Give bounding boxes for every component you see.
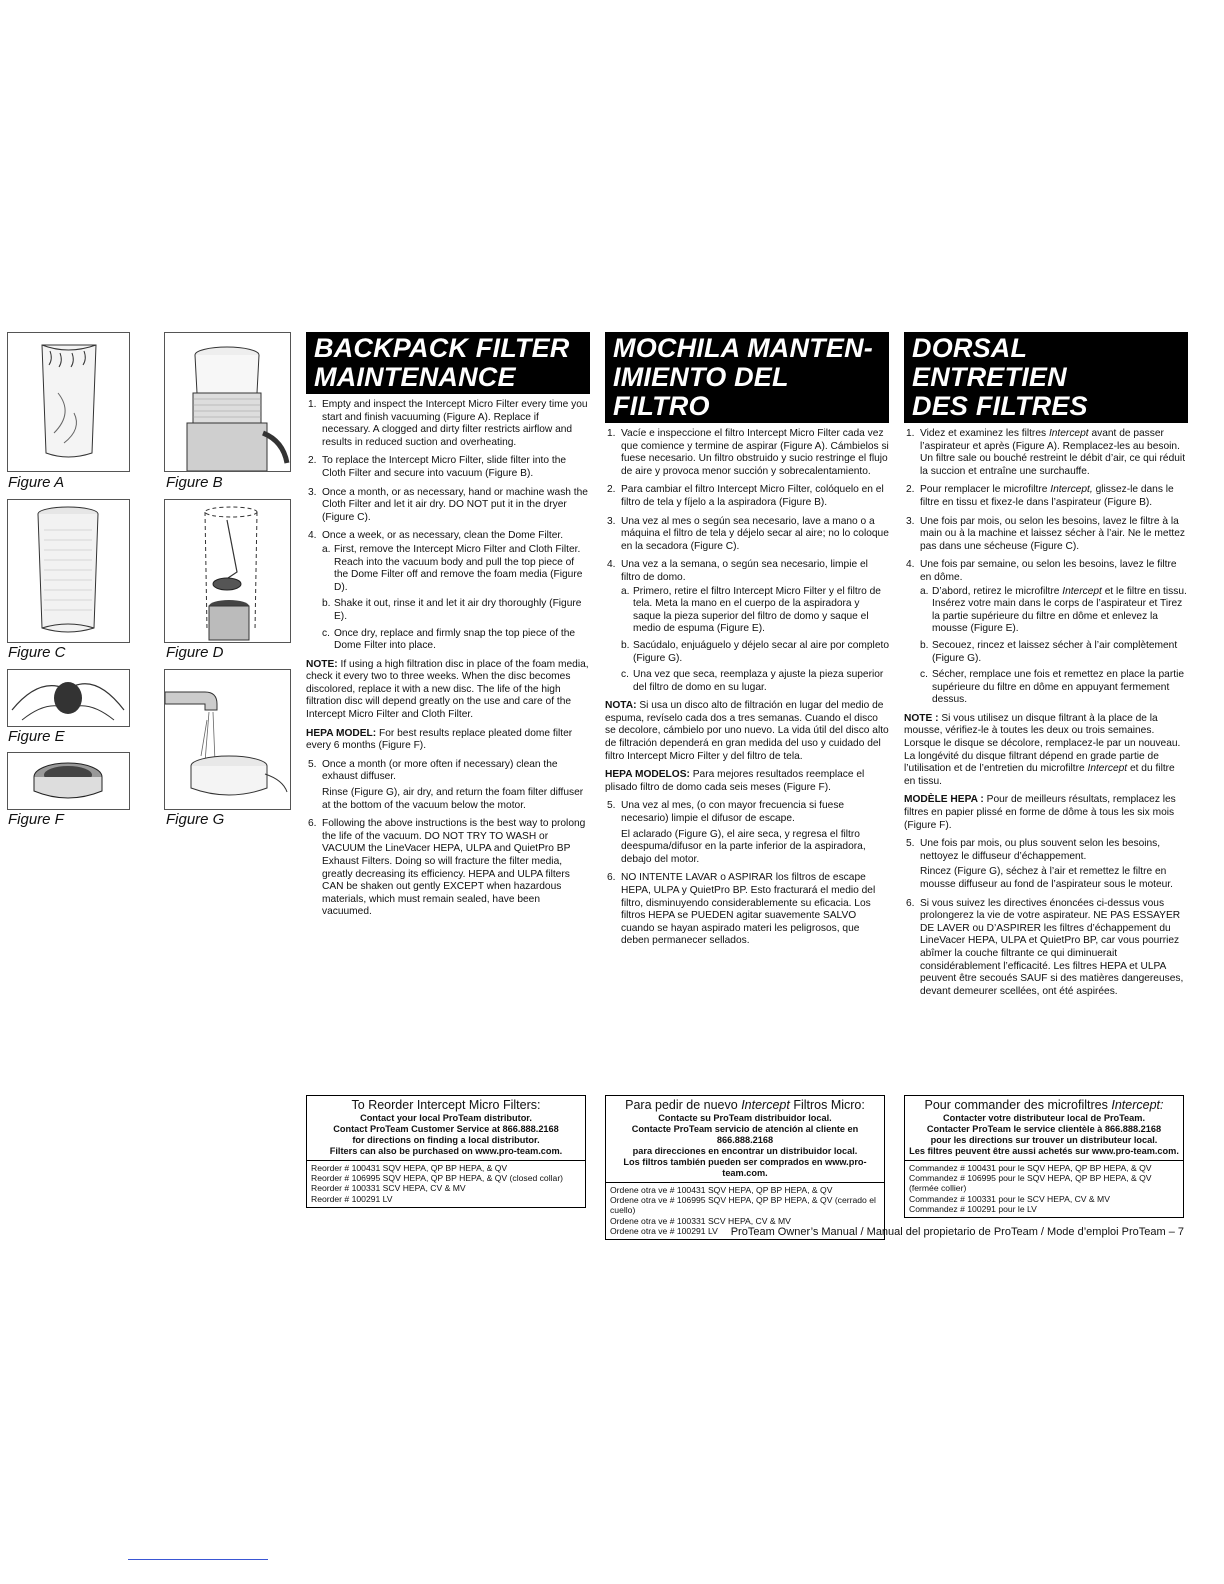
sub-letter: a. xyxy=(322,543,331,555)
french-title-line1: DORSAL ENTRETIEN xyxy=(912,333,1067,392)
spanish-title-line1: MOCHILA MANTEN- xyxy=(613,333,873,363)
figure-a-image xyxy=(7,332,130,472)
sub-text: et le filtre en tissu. Insérez votre main dans le corps de l’aspirateur et Tirez la partie supérieure du filtre en dôme et enlevez la mousse (Figure E). xyxy=(932,585,1187,635)
reorder-header xyxy=(606,1096,884,1183)
sub-letter: b. xyxy=(621,639,630,651)
reorder-title: To Reorder Intercept Micro Filters: xyxy=(351,1098,541,1112)
english-note xyxy=(306,659,590,722)
note-label: NOTE: xyxy=(306,658,338,670)
hepa-text: For best results replace pleated dome filter every 6 months (Figure F). xyxy=(306,727,573,752)
french-title xyxy=(904,332,1188,423)
figure-f-caption: Figure F xyxy=(8,811,64,828)
spanish-step-4b xyxy=(621,640,889,665)
step-text: Una vez al mes o según sea necesario, lave a mano o a máquina el filtro de tela y déjelo secar al aire; no lo coloque en la secadora (Figure C). xyxy=(621,515,889,552)
sub-text: Sacúdalo, enjuáguelo y déjelo secar al aire por completo (Figure G). xyxy=(633,639,889,664)
sub-letter: a. xyxy=(621,585,630,597)
reorder-box-french xyxy=(904,1095,1184,1218)
figure-c-caption: Figure C xyxy=(8,644,66,661)
reorder-list xyxy=(905,1161,1183,1217)
english-step-4a xyxy=(322,544,590,594)
step-text: Une fois par mois, ou plus souvent selon les besoins, nettoyez le diffuseur d’échappement. xyxy=(920,838,1161,862)
step-text: Once a week, or as necessary, clean the Dome Filter. xyxy=(322,530,564,542)
spanish-step-1 xyxy=(605,428,889,478)
step-number: 2. xyxy=(607,484,616,496)
reorder-row: Reorder # 100431 SQV HEPA, QP BP HEPA, & QV xyxy=(311,1163,508,1173)
sub-letter: c. xyxy=(621,669,629,681)
reorder-box-spanish xyxy=(605,1095,885,1240)
reorder-line: Los filtros también pueden ser comprados en www.pro-team.com. xyxy=(623,1157,867,1178)
reorder-box-english xyxy=(306,1095,586,1208)
reorder-line: Contacter ProTeam le service clientèle à 866.888.2168 xyxy=(926,1124,1162,1134)
reorder-row: Commandez # 100331 pour le SCV HEPA, CV & MV xyxy=(909,1193,1110,1204)
reorder-line: Contacter votre distributeur local de ProTeam. xyxy=(943,1113,1145,1123)
hepa-label: HEPA MODEL: xyxy=(306,727,377,739)
english-body xyxy=(306,399,590,919)
spanish-column xyxy=(605,332,889,954)
reorder-row: Ordene otra ve # 100291 LV xyxy=(610,1225,718,1236)
brand-italic: Intercept xyxy=(1087,763,1128,775)
step-text: NO INTENTE LAVAR o ASPIRAR los filtros de escape HEPA, ULPA y QuietPro BP. Esto fracturará el medio del filtro, disminuyendo considerablemente su eficacia. Los filtros HEPA se PUEDEN agitar suavemente SALVO cuando se hayan aspirado materi les peligrosos, que deben permanecer sellados. xyxy=(621,872,876,947)
step-text: Si vous suivez les directives énoncées ci-dessus vous prolongerez la vie de votre aspirateur. NE PAS ESSAYER DE LAVER ou D’ASPIRER les filtres d’échappement du LineVacer HEPA, ULPA et QuietPro BP, car vous pourriez abîmer la couche filtrante ce qui diminuerait considérablement l’efficacité. Les filtres HEPA et ULPA peuvent être secoués SAUF si des matières dangereuses, devant demeurer scellées, ont été aspirées. xyxy=(920,897,1184,997)
step-text: Following the above instructions is the best way to prolong the life of the vacuum. DO NOT TRY TO WASH or VACUUM the LineVacer HEPA, ULPA and QuietPro BP Exhaust Filters. Doing so will fracture the filter media, greatly decreasing its efficiency. HEPA and ULPA filters CAN be shaken out gently EXCEPT when hazardous materials, which must remain sealed, have been vacuumed. xyxy=(322,818,586,918)
hepa-text: Pour de meilleurs résultats, remplacez les filtres en papier plissé en forme de dôme à tous les six mois (Figure F). xyxy=(904,794,1176,831)
reorder-header xyxy=(905,1096,1183,1161)
page-footer xyxy=(731,1226,1184,1238)
english-column xyxy=(306,332,590,925)
english-step-4c xyxy=(322,628,590,653)
figure-d-image xyxy=(164,499,291,643)
spanish-note xyxy=(605,700,889,763)
hepa-label: HEPA MODELOS: xyxy=(605,769,690,781)
english-step-5 xyxy=(306,759,590,812)
reorder-line: Contact ProTeam Customer Service at 866.888.2168 xyxy=(333,1124,559,1134)
spanish-step-5-detail: El aclarado (Figure G), el aire seca, y regresa el filtro deespuma/difusor en la parte inferior de la aspiradora, debajo del motor. xyxy=(621,828,866,865)
spanish-body xyxy=(605,428,889,948)
brand-italic: Intercept: xyxy=(1111,1098,1164,1112)
english-step-4b xyxy=(322,598,590,623)
french-step-4c xyxy=(920,669,1188,707)
brand-italic: Intercept xyxy=(1048,428,1089,439)
spanish-step-4 xyxy=(605,559,889,694)
step-text: Once a month, or as necessary, hand or machine wash the Cloth Filter and let it air dry. DO NOT put it in the dryer (Figure C). xyxy=(322,486,588,523)
french-step-4a xyxy=(920,586,1188,636)
note-text: Si vous utilisez un disque filtrant à la place de la mousse, vérifiez-le à toutes les deux ou trois semaines. Lorsque le disque se décolore, remplacez-le par un nouveau. La longévité du disque filtrant dépend en grade partie de l’utilisation et de l’entretien du microfiltre xyxy=(904,712,1181,775)
sub-letter: c. xyxy=(920,669,928,681)
sub-letter: c. xyxy=(322,627,330,639)
step-text: Una vez a la semana, o según sea necesario, limpie el filtro de domo. xyxy=(621,559,868,583)
reorder-line: pour les directions sur trouver un distributeur local. xyxy=(930,1135,1158,1145)
reorder-line: Contacte ProTeam servicio de atención al cliente en 866.888.2168 xyxy=(631,1124,859,1145)
figure-e-caption: Figure E xyxy=(8,728,65,745)
figure-f-image xyxy=(7,752,130,810)
reorder-line: for directions on finding a local distributor. xyxy=(352,1135,540,1145)
figure-b-caption: Figure B xyxy=(166,474,223,491)
note-label: NOTE : xyxy=(904,712,939,724)
note-text: Si usa un disco alto de filtración en lugar del medio de espuma, revíselo cada dos a tres semanas. Cuando el disco se decolore, cámbielo por uno nuevo. La vida útil del disco alto de filtración dependerá en gran medida del uso y cuidado del filtro Intercept Micro Filter y del filtro de tela. xyxy=(605,700,889,762)
reorder-row: Reorder # 106995 SQV HEPA, QP BP HEPA, & QV (closed collar) xyxy=(311,1173,564,1184)
note-label: NOTA: xyxy=(605,700,637,712)
step-text: Vacíe e inspeccione el filtro Intercept Micro Filter cada vez que comience y termine de aspirar (Figure A). Cámbielos si fuese necesario. Un filtro obstruido y sucio restringe el flujo de aire y provoca menor succión y sobrecalentamiento. xyxy=(621,428,889,477)
reorder-title-text: Para pedir de nuevo xyxy=(625,1098,738,1112)
brand-italic: Intercept, xyxy=(1050,484,1093,496)
english-step-5-detail: Rinse (Figure G), air dry, and return the foam filter diffuser at the bottom of the vacuum below the motor. xyxy=(322,787,584,811)
english-hepa-note xyxy=(306,728,590,753)
reorder-line: Contacte su ProTeam distribuidor local. xyxy=(658,1113,832,1123)
step-number: 3. xyxy=(308,486,317,498)
english-step-6 xyxy=(306,818,590,919)
reorder-line: Filters can also be purchased on www.pro-team.com. xyxy=(329,1146,563,1156)
brand-italic: Intercept xyxy=(741,1098,790,1112)
note-text: et du filtre en tissu. xyxy=(904,763,1175,787)
step-number: 2. xyxy=(308,455,317,467)
english-title xyxy=(306,332,590,394)
sub-text: Secouez, rincez et laissez sécher à l’air complètement (Figure G). xyxy=(932,639,1178,664)
hepa-text: Para mejores resultados reemplace el plisado filtro de domo cada seis meses (Figure F). xyxy=(605,769,865,793)
english-step-3 xyxy=(306,487,590,525)
figure-d-caption: Figure D xyxy=(166,644,224,661)
sub-letter: b. xyxy=(322,598,331,610)
step-number: 1. xyxy=(607,428,616,439)
step-number: 6. xyxy=(906,897,915,909)
spanish-step-6 xyxy=(605,872,889,948)
french-step-3 xyxy=(904,516,1188,554)
step-number: 6. xyxy=(607,872,616,884)
sub-letter: b. xyxy=(920,639,929,651)
french-step-5 xyxy=(904,838,1188,891)
french-step-5-detail: Rincez (Figure G), séchez à l’air et remettez le filtre en mousse diffuseur au fond de l’aspirateur sous le moteur. xyxy=(920,866,1173,890)
step-text: Une fois par mois, ou selon les besoins, lavez le filtre à la main ou à la machine et laissez sécher à l’air. Ne le mettez pas dans une sécheuse (Figure C). xyxy=(920,515,1185,552)
french-step-2 xyxy=(904,484,1188,509)
spanish-step-4c xyxy=(621,669,889,694)
reorder-row: Reorder # 100331 SCV HEPA, CV & MV xyxy=(311,1183,466,1194)
step-number: 4. xyxy=(308,530,317,542)
reorder-title xyxy=(610,1098,880,1113)
french-body xyxy=(904,428,1188,998)
sub-text: First, remove the Intercept Micro Filter and Cloth Filter. Reach into the vacuum body and pull the top piece of the Dome Filter off and remove the foam media (Figure D). xyxy=(334,543,583,593)
reorder-line: para direcciones en encontrar un distribuidor local. xyxy=(632,1146,858,1156)
footer-translations: / Manual del propietario de ProTeam / Mode d’emploi ProTeam – 7 xyxy=(857,1226,1184,1238)
english-title-line2: MAINTENANCE xyxy=(314,362,516,392)
french-step-1 xyxy=(904,428,1188,478)
reorder-title xyxy=(909,1098,1179,1113)
hepa-label: MODÈLE HEPA : xyxy=(904,794,984,806)
step-text: To replace the Intercept Micro Filter, slide filter into the Cloth Filter and secure into vacuum (Figure B). xyxy=(322,455,567,479)
english-title-line1: BACKPACK FILTER xyxy=(314,333,570,363)
spanish-step-5 xyxy=(605,800,889,866)
step-number: 2. xyxy=(906,484,915,496)
spanish-step-3 xyxy=(605,516,889,554)
spanish-title xyxy=(605,332,889,423)
english-step-4 xyxy=(306,530,590,652)
step-number: 1. xyxy=(308,399,317,410)
reorder-row: Reorder # 100291 LV xyxy=(311,1193,393,1204)
reorder-row: Ordene otra ve # 106995 SQV HEPA, QP BP HEPA, & QV (cerrado el cuello) xyxy=(610,1195,876,1216)
english-step-2 xyxy=(306,455,590,480)
brand-italic: Intercept xyxy=(1062,585,1102,597)
step-text: Una vez al mes, (o con mayor frecuencia si fuese necesario) limpie el difusor de escape. xyxy=(621,800,845,825)
figure-e-image xyxy=(7,669,130,727)
step-number: 4. xyxy=(607,559,616,571)
spanish-step-2 xyxy=(605,484,889,509)
step-number: 5. xyxy=(308,758,317,770)
step-number: 5. xyxy=(607,800,616,812)
figure-g-caption: Figure G xyxy=(166,811,225,828)
french-column xyxy=(904,332,1188,1004)
step-number: 6. xyxy=(308,818,317,830)
spanish-step-4a xyxy=(621,586,889,636)
sub-text: Una vez que seca, reemplaza y ajuste la pieza superior del filtro de domo en su lugar. xyxy=(633,669,884,693)
reorder-list xyxy=(307,1161,585,1207)
sub-text: D’abord, retirez le microfiltre xyxy=(932,585,1060,597)
reorder-row: Ordene otra ve # 100331 SCV HEPA, CV & MV xyxy=(610,1215,791,1226)
step-number: 3. xyxy=(906,515,915,527)
link-underline[interactable] xyxy=(128,1559,268,1560)
step-text: Une fois par semaine, ou selon les besoins, lavez le filtre en dôme. xyxy=(920,559,1177,583)
figure-g-image xyxy=(164,669,291,810)
reorder-row: Commandez # 106995 pour le SQV HEPA, QP BP HEPA, & QV (fermée collier) xyxy=(909,1173,1152,1194)
spanish-hepa-note xyxy=(605,769,889,794)
step-text: Para cambiar el filtro Intercept Micro Filter, colóquelo en el filtro de tela y fíjelo a la aspiradora (Figure B). xyxy=(621,484,884,508)
sub-letter: a. xyxy=(920,585,929,597)
french-step-4 xyxy=(904,559,1188,707)
step-text: avant de passer l’aspirateur et après (Figure A). Remplacez-les au besoin. Un filtre sale ou bouché restreint le débit d’air, ce qui réduit la succion et entraîne une surchauffe. xyxy=(920,428,1186,477)
sub-text: Shake it out, rinse it and let it air dry thoroughly (Figure E). xyxy=(334,598,582,622)
footer-manual-title: ProTeam Owner’s Manual xyxy=(730,1226,858,1238)
step-number: 4. xyxy=(906,559,915,571)
step-text: Pour remplacer le microfiltre xyxy=(920,484,1048,496)
figure-a-caption: Figure A xyxy=(8,474,65,491)
step-text: Videz et examinez les filtres xyxy=(920,428,1047,439)
reorder-title-text: Filtros Micro: xyxy=(793,1098,865,1112)
french-step-6 xyxy=(904,898,1188,999)
step-text: Once a month (or more often if necessary) clean the exhaust diffuser. xyxy=(322,758,558,783)
step-number: 1. xyxy=(906,428,915,439)
reorder-header xyxy=(307,1096,585,1161)
sub-text: Sécher, remplace une fois et remettez en place la partie supérieure du filtre en dôme en appuyant fermement dessus. xyxy=(932,669,1184,706)
spanish-title-line2: IMIENTO DEL FILTRO xyxy=(613,362,789,421)
reorder-line: Contact your local ProTeam distributor. xyxy=(360,1113,532,1123)
step-text: glissez-le dans le filtre en tissu et fixez-le dans l’aspirateur (Figure B). xyxy=(920,484,1174,508)
sub-text: Once dry, replace and firmly snap the top piece of the Dome Filter into place. xyxy=(334,627,576,652)
step-number: 5. xyxy=(906,838,915,850)
french-hepa-note xyxy=(904,794,1188,832)
french-step-4b xyxy=(920,640,1188,665)
french-title-line2: DES FILTRES xyxy=(912,391,1088,421)
reorder-row: Commandez # 100431 pour le SQV HEPA, QP BP HEPA, & QV xyxy=(909,1163,1152,1173)
reorder-line: Les filtres peuvent être aussi achetés sur www.pro-team.com. xyxy=(909,1146,1179,1156)
reorder-row: Ordene otra ve # 100431 SQV HEPA, QP BP HEPA, & QV xyxy=(610,1185,833,1195)
figure-b-image xyxy=(164,332,291,472)
french-note xyxy=(904,713,1188,789)
english-step-1 xyxy=(306,399,590,449)
sub-text: Primero, retire el filtro Intercept Micro Filter y el filtro de tela. Meta la mano en el cuerpo de la aspiradora y saque la pieza superior del filtro de domo y saque el medio de espuma (Figure E). xyxy=(633,585,881,635)
note-text: If using a high filtration disc in place of the foam media, check it every two to three weeks. When the disc becomes discolored, replace it with a new disc. The life of the high filtration disc will depend greatly on the use and care of the Intercept Micro Filter and Cloth Filter. xyxy=(306,658,589,721)
figure-c-image xyxy=(7,499,130,643)
step-number: 3. xyxy=(607,515,616,527)
reorder-row: Commandez # 100291 pour le LV xyxy=(909,1203,1037,1214)
step-text: Empty and inspect the Intercept Micro Filter every time you start and finish vacuuming (Figure A). Replace if necessary. A clogged and dirty filter restricts airflow and results in reduced suction and overheating. xyxy=(322,399,588,448)
reorder-title-text: Pour commander des microfiltres xyxy=(924,1098,1108,1112)
